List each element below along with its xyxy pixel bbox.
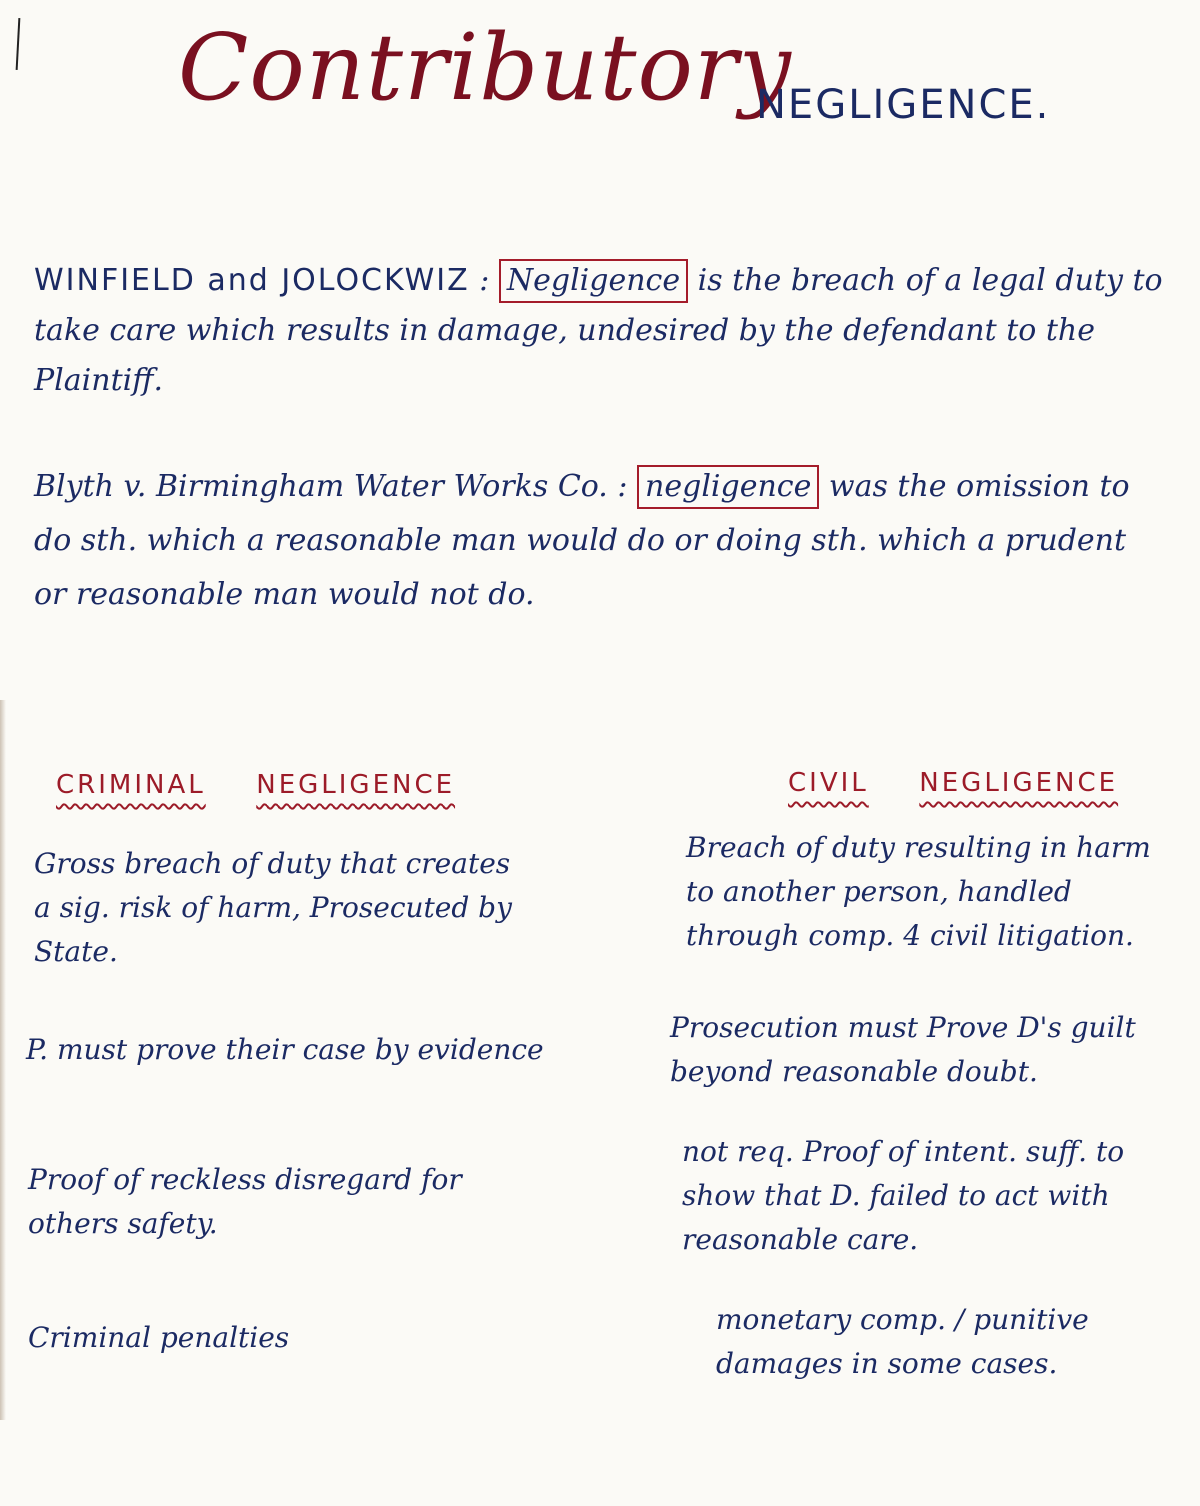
definition-blyth [34,460,1164,622]
definition-separator: : [479,263,490,298]
page-edge-shadow [0,700,6,1420]
civil-heading-word-2: NEGLIGENCE [919,768,1119,798]
criminal-point: Proof of reckless disregard for others safety. [28,1163,462,1240]
definition-text: was the omission to do sth. which a reasonable man would do or doing sth. which a prudent or reasonable man would not do. [34,469,1130,612]
civil-point: Prosecution must Prove D's guilt beyond reasonable doubt. [670,1011,1136,1088]
criminal-point: Criminal penalties [28,1321,290,1354]
civil-point: Breach of duty resulting in harm to another person, handled through comp. 4 civil litigation. [686,831,1151,952]
page-subtitle: NEGLIGENCE. [756,82,1051,128]
definition-text: is the breach of a legal duty to take care which results in damage, undesired by the defendant to the Plaintiff. [34,263,1163,398]
definition-separator: : [617,469,628,504]
page-title: Contributory [178,14,792,121]
definition-winfield [34,256,1174,406]
definition-source: Blyth v. Birmingham Water Works Co. [34,469,608,504]
civil-heading-word-1: CIVIL [788,768,869,798]
criminal-heading-word-1: CRIMINAL [56,770,206,800]
criminal-point: P. must prove their case by evidence [26,1033,544,1066]
definition-term-box: negligence [637,465,819,509]
criminal-point: Gross breach of duty that creates a sig. risk of harm, Prosecuted by State. [34,847,512,968]
civil-point: monetary comp. / punitive damages in some cases. [716,1303,1089,1380]
definition-term-box: Negligence [499,259,688,303]
definition-source: WINFIELD and JOLOCKWIZ [34,263,470,298]
criminal-heading-word-2: NEGLIGENCE [256,770,456,800]
edge-mark [16,18,21,70]
civil-point: not req. Proof of intent. suff. to show that D. failed to act with reasonable care. [682,1135,1125,1256]
criminal-heading [56,770,455,800]
civil-heading [788,768,1118,798]
